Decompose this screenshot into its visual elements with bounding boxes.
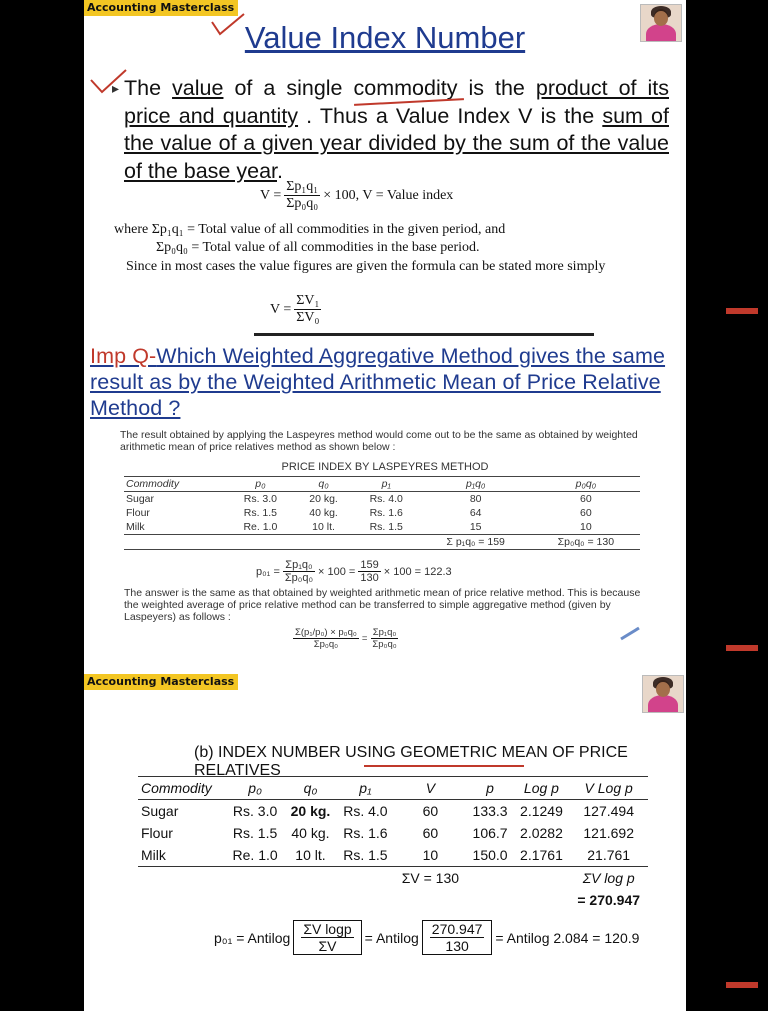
slide-geometric-mean: [84, 674, 686, 1011]
cell: Rs. 4.0: [343, 803, 388, 819]
col-header: V Log p: [569, 777, 648, 800]
presenter-avatar: [642, 675, 684, 713]
col-header: p₁q₀: [420, 477, 532, 492]
subscribe-badge: [726, 645, 758, 651]
cell: 121.692: [583, 825, 634, 841]
where-line-1: where Σp₁q₁ = Total value of all commodities in the given period, and: [114, 222, 506, 237]
col-header: p₀: [226, 477, 294, 492]
sum-p0q0: Σp₀q₀ = 130: [532, 535, 640, 550]
cell: 20 kg.: [309, 493, 338, 505]
intro-text: The result obtained by applying the Laspeyres method would come out to be the same as obtained by weighted arithmetic mean of price relatives method as shown below :: [120, 429, 638, 453]
question-heading: Imp Q-Which Weighted Aggregative Method gives the same result as by the Weighted Arithmetic Mean of Price Relative Method ?: [90, 344, 666, 420]
table-row: [124, 506, 640, 520]
cell: 2.1249: [520, 803, 563, 819]
cell: 127.494: [583, 803, 634, 819]
slide-laspeyres: [84, 337, 686, 674]
table-header-row: [124, 477, 640, 492]
col-header: Commodity: [124, 477, 226, 492]
sum-v: ΣV = 130: [394, 867, 466, 890]
cell: Rs. 1.5: [369, 521, 403, 533]
col-header: Commodity: [138, 777, 226, 800]
cell: Re. 1.0: [232, 847, 278, 863]
page-title: Value Index Number: [244, 20, 526, 55]
cell: Rs. 3.0: [232, 803, 278, 819]
equivalence-formula: $\frac{\text{Σ(p₁/p₀) × p₀q₀}}{\text{Σp₀q₀}}$ = $\frac{\text{Σp₁q₀}}{\text{Σp₀q₀}}$: [295, 627, 397, 650]
cell: 2.1761: [520, 847, 563, 863]
cell: 2.0282: [520, 825, 563, 841]
col-header: V: [394, 777, 466, 800]
cell: 20 kg.: [290, 803, 331, 819]
col-header: p₁: [337, 777, 395, 800]
col-header: Log p: [514, 777, 570, 800]
cell: Rs. 1.5: [243, 507, 277, 519]
cell: 40 kg.: [291, 825, 330, 841]
cell: Sugar: [141, 803, 179, 819]
cell: Rs. 1.5: [232, 825, 278, 841]
definition-paragraph: The value of a single commodity is the product of its price and quantity . Thus a Value Index V is the sum of the value of a given year divided by the sum of the value of the base year.: [124, 76, 669, 183]
cell: 60: [422, 825, 439, 841]
bullet-arrow-icon: ▸: [112, 80, 120, 96]
sum-vlogp-label: ΣV log p: [569, 867, 648, 890]
cell: 10 lt.: [312, 521, 335, 533]
table-sum-value-row: [138, 889, 648, 911]
table-row: [138, 800, 648, 823]
cell: 133.3: [472, 803, 508, 819]
cell: Rs. 1.6: [369, 507, 403, 519]
cell: Re. 1.0: [243, 521, 278, 533]
cell: 106.7: [472, 825, 508, 841]
red-check-mark: [88, 66, 128, 96]
red-underline: [364, 765, 524, 767]
col-header: q₀: [284, 777, 336, 800]
geometric-mean-table: [138, 776, 648, 911]
cell: 10: [422, 847, 439, 863]
brand-label: Accounting Masterclass: [84, 0, 238, 16]
cell: 80: [469, 493, 482, 505]
sum-p1q0: Σ p₁q₀ = 159: [420, 535, 532, 550]
value-index-formula: V = $\frac{\text{Σp₁q₁}}{\text{Σp₀q₀}}$ × 100, V = Value index: [260, 179, 454, 211]
subscribe-badge: [726, 982, 758, 988]
cell: 10 lt.: [295, 847, 326, 863]
cell: 10: [580, 521, 592, 533]
cell: 15: [469, 521, 482, 533]
cell: Rs. 1.5: [343, 847, 388, 863]
cell: Milk: [126, 521, 145, 533]
laspeyres-formula: p₀₁ = $\frac{\text{Σp₁q₀}}{\text{Σp₀q₀}}$ × 100 = $\frac{159}{130}$ × 100 = 122.3: [256, 559, 452, 584]
cell: Rs. 3.0: [243, 493, 277, 505]
table-row: [138, 844, 648, 867]
cell: 150.0: [472, 847, 508, 863]
table-title: (b) INDEX NUMBER USING GEOMETRIC MEAN OF PRICE RELATIVES: [194, 744, 628, 779]
cell: Flour: [141, 825, 173, 841]
since-paragraph: Since in most cases the value figures are given the formula can be stated more simply: [126, 259, 606, 274]
col-header: p₀q₀: [532, 477, 640, 492]
subscribe-badge: [726, 308, 758, 314]
cell: 60: [422, 803, 439, 819]
brand-label: Accounting Masterclass: [84, 674, 238, 690]
table-row: [124, 492, 640, 507]
slide-value-index: [84, 0, 686, 337]
pen-icon: [619, 625, 643, 641]
cell: Rs. 4.0: [369, 493, 403, 505]
col-header: p₁: [353, 477, 420, 492]
answer-text: The answer is the same as that obtained by weighted arithmetic mean of price relative method. This is because the weighted average of price relative method can be transferred to simple aggregative method (given by Laspeyers) as follows :: [124, 587, 641, 623]
cell: 40 kg.: [309, 507, 338, 519]
sum-vlogp-value: = 270.947: [577, 892, 641, 908]
cell: Flour: [126, 507, 150, 519]
table-header-row: [138, 777, 648, 800]
table-row: [124, 520, 640, 535]
antilog-formula: p₀₁ = Antilog $\frac{\text{ΣV logp}}{\Sigma V}$ = Antilog $\frac{270.947}{130}$ = Antilog 2.084 = 120.9: [214, 921, 640, 954]
where-line-2: Σp₀q₀ = Total value of all commodities in the base period.: [156, 240, 480, 255]
col-header: q₀: [294, 477, 352, 492]
table-sum-row: [138, 867, 648, 890]
table-row: [138, 822, 648, 844]
cell: 60: [580, 507, 592, 519]
cell: Sugar: [126, 493, 155, 505]
cell: 64: [469, 507, 482, 519]
cell: Rs. 1.6: [343, 825, 388, 841]
simple-value-formula: V = $\frac{\text{ΣV₁}}{\text{ΣV₀}}$: [270, 293, 320, 325]
cell: 60: [580, 493, 592, 505]
col-header: p: [467, 777, 514, 800]
slide-divider: [254, 333, 594, 336]
table-title: PRICE INDEX BY LASPEYRES METHOD: [281, 461, 489, 473]
col-header: p₀: [226, 777, 284, 800]
table-sum-row: [124, 535, 640, 550]
cell: 21.761: [587, 847, 631, 863]
cell: Milk: [141, 847, 166, 863]
laspeyres-table: [124, 476, 640, 550]
